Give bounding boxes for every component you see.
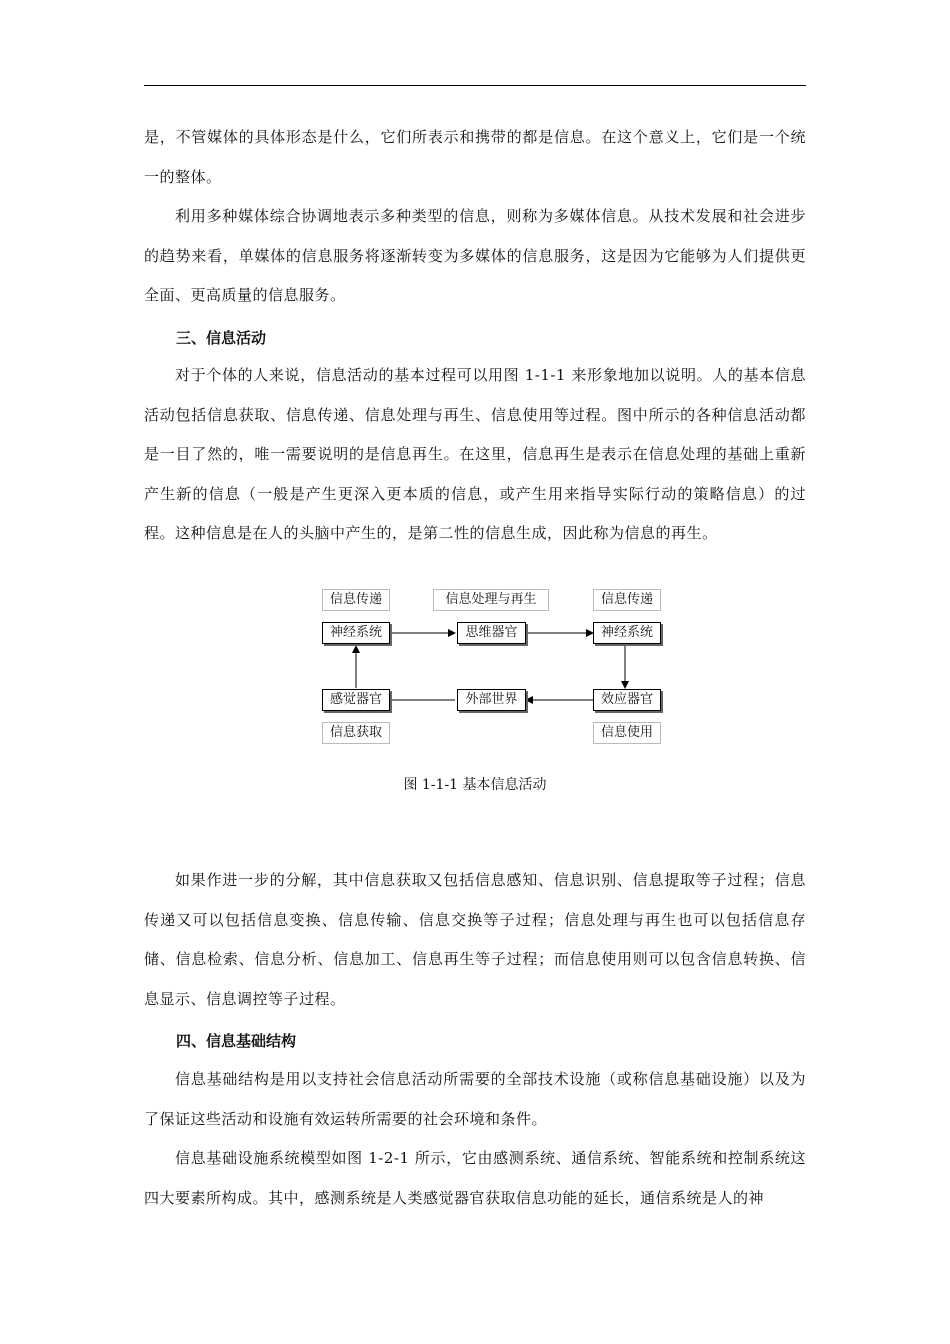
basic-info-activity-diagram — [320, 586, 665, 751]
label-info-transmit-left: 信息传递 — [322, 589, 390, 611]
label-info-process: 信息处理与再生 — [433, 589, 549, 611]
box-effector-organ: 效应器官 — [593, 689, 661, 711]
label-info-transmit-right: 信息传递 — [593, 589, 661, 611]
box-thinking-organ: 思维器官 — [457, 622, 526, 644]
paragraph-multimedia: 利用多种媒体综合协调地表示多种类型的信息，则称为多媒体信息。从技术发展和社会进步的趋势来看，单媒体的信息服务将逐渐转变为多媒体的信息服务，这是因为它能够为人们提供更全面、更高质量的信息服务。 — [144, 207, 806, 304]
box-sense-organ: 感觉器官 — [322, 689, 390, 711]
heading-info-activity: 三、信息活动 — [176, 329, 267, 347]
figure-caption: 图 1-1-1 基本信息活动 — [403, 777, 547, 793]
paragraph-infrastructure-model: 信息基础设施系统模型如图 1-2-1 所示，它由感测系统、通信系统、智能系统和控制系统这四大要素所构成。其中，感测系统是人类感觉器官获取信息功能的延长，通信系统是人的神 — [144, 1149, 806, 1207]
header-rule — [144, 85, 806, 86]
paragraph-infrastructure-def: 信息基础结构是用以支持社会信息活动所需要的全部技术设施（或称信息基础设施）以及为了保证这些活动和设施有效运转所需要的社会环境和条件。 — [144, 1070, 806, 1128]
box-nervous-system-left: 神经系统 — [322, 622, 390, 644]
label-info-acquire: 信息获取 — [322, 722, 390, 744]
box-external-world: 外部世界 — [457, 689, 526, 711]
paragraph-decomposition: 如果作进一步的分解，其中信息获取又包括信息感知、信息识别、信息提取等子过程；信息传递又可以包括信息变换、信息传输、信息交换等子过程；信息处理与再生也可以包括信息存储、信息检索、信息分析、信息加工、信息再生等子过程；而信息使用则可以包含信息转换、信息显示、信息调控等子过程。 — [144, 871, 806, 1008]
paragraph-media-unity: 是，不管媒体的具体形态是什么，它们所表示和携带的都是信息。在这个意义上，它们是一个统一的整体。 — [144, 128, 806, 186]
paragraph-info-activity: 对于个体的人来说，信息活动的基本过程可以用图 1-1-1 来形象地加以说明。人的基本信息活动包括信息获取、信息传递、信息处理与再生、信息使用等过程。图中所示的各种信息活动都是一目了然的，唯一需要说明的是信息再生。在这里，信息再生是表示在信息处理的基础上重新产生新的信息（一般是产生更深入更本质的信息，或产生用来指导实际行动的策略信息）的过程。这种信息是在人的头脑中产生的，是第二性的信息生成，因此称为信息的再生。 — [144, 366, 806, 542]
box-nervous-system-right: 神经系统 — [593, 622, 661, 644]
label-info-use: 信息使用 — [593, 722, 661, 744]
heading-info-infrastructure: 四、信息基础结构 — [176, 1032, 297, 1050]
